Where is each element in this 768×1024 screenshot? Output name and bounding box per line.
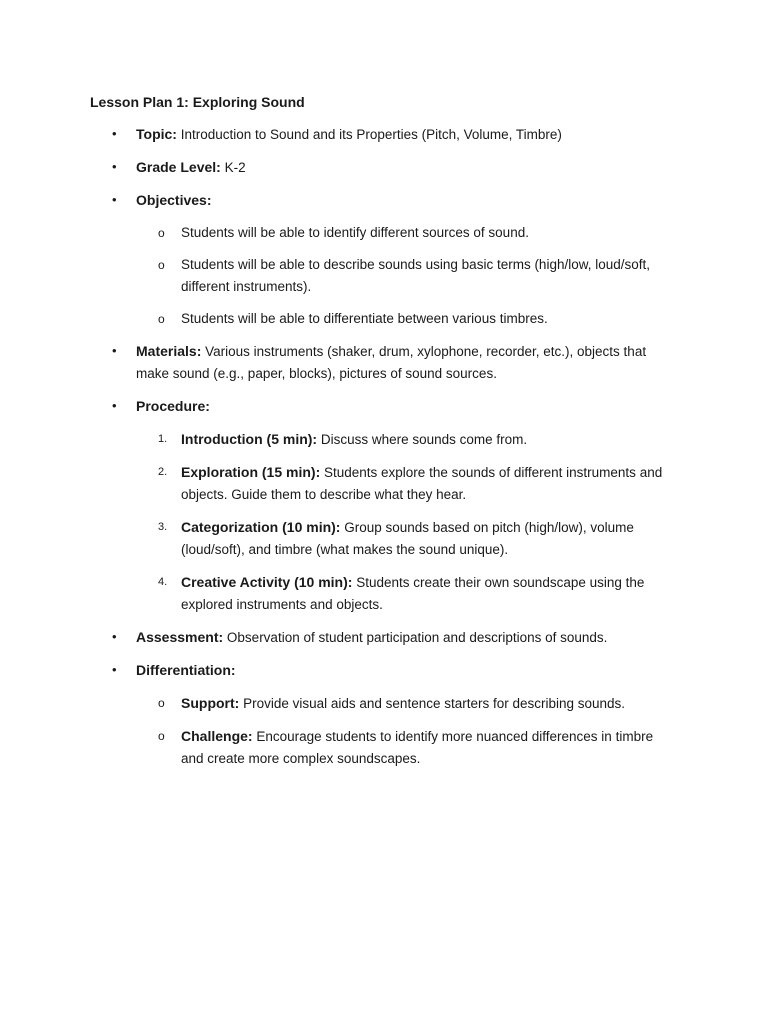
bullet-marker: • <box>112 192 117 207</box>
step-number: 1. <box>158 433 168 445</box>
procedure-step <box>0 571 768 616</box>
bullet-marker: • <box>112 662 117 677</box>
topic-label: Topic: <box>136 126 177 142</box>
objective-text: Students will be able to identify different sources of sound. <box>181 225 529 240</box>
assessment-item <box>0 626 768 649</box>
grade-level-label: Grade Level: <box>136 159 221 175</box>
bullet-marker: • <box>112 126 117 141</box>
document-title: Lesson Plan 1: Exploring Sound <box>90 94 305 110</box>
step-text: Discuss where sounds come from. <box>320 432 528 447</box>
grade-level-text: K-2 <box>224 160 246 175</box>
step-label: Creative Activity (10 min): <box>181 574 353 590</box>
materials-text: Various instruments (shaker, drum, xylophone, recorder, etc.), objects that make sound (e.g., paper, blocks), pictures of sound sources. <box>136 344 647 381</box>
objectives-label: Objectives: <box>136 192 212 208</box>
step-number: 4. <box>158 576 168 588</box>
objective-item <box>0 308 768 330</box>
objectives-list <box>136 222 668 330</box>
challenge-text: Encourage students to identify more nuanced differences in timbre and create more complex soundscapes. <box>181 729 654 766</box>
sub-bullet-marker: o <box>158 729 165 743</box>
assessment-text: Observation of student participation and descriptions of sounds. <box>226 630 608 645</box>
procedure-step <box>0 461 768 506</box>
objective-text: Students will be able to differentiate between various timbres. <box>181 311 548 326</box>
bullet-marker: • <box>112 398 117 413</box>
bullet-marker: • <box>112 343 117 358</box>
step-text: Students create their own soundscape using the explored instruments and objects. <box>181 575 645 612</box>
differentiation-item <box>0 659 768 770</box>
support-text: Provide visual aids and sentence starters for describing sounds. <box>243 696 626 711</box>
step-label: Categorization (10 min): <box>181 519 341 535</box>
differentiation-label: Differentiation: <box>136 662 236 678</box>
challenge-label: Challenge: <box>181 728 253 744</box>
lesson-plan-list <box>0 123 768 780</box>
step-number: 2. <box>158 466 168 478</box>
procedure-step <box>0 428 768 451</box>
support-label: Support: <box>181 695 240 711</box>
bullet-marker: • <box>112 629 117 644</box>
assessment-label: Assessment: <box>136 629 224 645</box>
sub-bullet-marker: o <box>158 226 165 240</box>
procedure-steps <box>136 428 668 616</box>
materials-label: Materials: <box>136 343 202 359</box>
topic-text: Introduction to Sound and its Properties (Pitch, Volume, Timbre) <box>180 127 562 142</box>
bullet-marker: • <box>112 159 117 174</box>
sub-bullet-marker: o <box>158 312 165 326</box>
step-label: Exploration (15 min): <box>181 464 321 480</box>
objective-text: Students will be able to describe sounds using basic terms (high/low, loud/soft, different instruments). <box>181 257 651 294</box>
differentiation-challenge <box>0 725 768 770</box>
materials-item <box>0 340 768 385</box>
objectives-item <box>0 189 768 330</box>
topic-item <box>0 123 768 146</box>
sub-bullet-marker: o <box>158 258 165 272</box>
objective-item <box>0 254 768 298</box>
step-label: Introduction (5 min): <box>181 431 318 447</box>
procedure-item <box>0 395 768 616</box>
sub-bullet-marker: o <box>158 696 165 710</box>
step-text: Group sounds based on pitch (high/low), volume (loud/soft), and timbre (what makes the sound unique). <box>181 520 634 557</box>
procedure-step <box>0 516 768 561</box>
procedure-label: Procedure: <box>136 398 210 414</box>
step-text: Students explore the sounds of different instruments and objects. Guide them to describe what they hear. <box>181 465 663 502</box>
step-number: 3. <box>158 521 168 533</box>
differentiation-support <box>0 692 768 715</box>
objective-item <box>0 222 768 244</box>
grade-level-item <box>0 156 768 179</box>
differentiation-list <box>136 692 668 770</box>
